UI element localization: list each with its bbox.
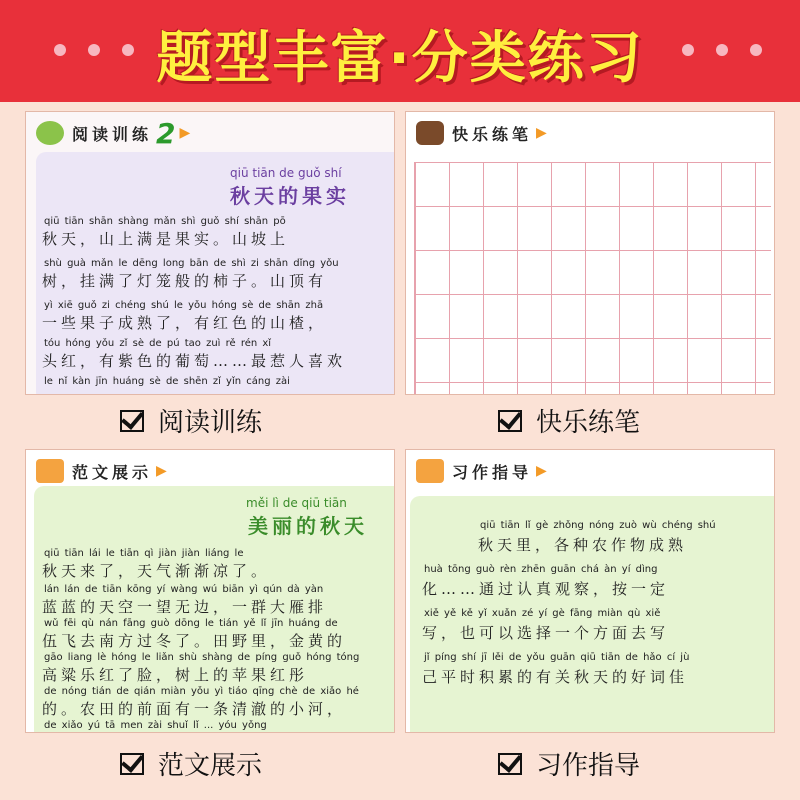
model-title-pinyin: měi lì de qiū tiān [246, 496, 347, 510]
model-line-text: 秋天来了，天气渐渐凉了。 [42, 562, 271, 580]
writing-grid [414, 162, 771, 394]
practice-header-text: 快乐练笔 [452, 124, 533, 144]
practice-panel [406, 112, 774, 394]
guide-header [416, 456, 547, 486]
dot [88, 44, 100, 56]
model-line-text: 高粱乐红了脸，树上的苹果红彤 [42, 666, 309, 684]
guide-header-text: 习作指导 [452, 462, 533, 482]
reading-line-text: 树，挂满了灯笼般的柿子。山顶有 [42, 272, 328, 290]
checkbox-icon [498, 410, 522, 432]
reading-line-text: 头红，有紫色的葡萄……最惹人喜欢 [42, 352, 347, 370]
reading-title-pinyin: qiū tiān de guǒ shí [230, 166, 342, 180]
model-header-text: 范文展示 [72, 462, 153, 482]
guide-line-text: 写，也可以选择一个方面去写 [422, 624, 670, 642]
arrow-icon: ▶ [156, 463, 167, 479]
arrow-icon: ▶ [179, 125, 191, 141]
reading-line-text: 秋天，山上满是果实。山坡上 [42, 230, 290, 248]
guide-line-pinyin: jǐ píng shí jī lěi de yǒu guān qiū tiān de hǎo cí jù [424, 652, 690, 663]
practice-header [416, 118, 547, 148]
guitar-icon [416, 121, 444, 145]
dog-icon [36, 121, 64, 145]
reading-line-text: 一些果子成熟了，有红色的山楂， [42, 314, 328, 332]
reading-header-number: 2 [156, 116, 176, 150]
banner-dots-left [54, 44, 134, 56]
dot [122, 44, 134, 56]
model-line-pinyin: gāo liang lè hóng le liǎn shù shàng de píng guǒ hóng tóng [44, 652, 360, 663]
model-line-pinyin: de xiǎo yú tā men zài shuǐ lǐ ... yóu yǒng [44, 720, 267, 731]
caption-practice [498, 402, 640, 439]
checkbox-icon [120, 753, 144, 775]
banner-title: 题型丰富·分类练习 [156, 26, 644, 91]
caption-practice-text: 快乐练笔 [536, 408, 641, 438]
model-line-text: 伍飞去南方过冬了。田野里，金黄的 [42, 632, 347, 650]
guide-line-pinyin: qiū tiān lǐ gè zhǒng nóng zuò wù chéng shú [480, 520, 716, 531]
caption-guide [498, 745, 640, 782]
house-icon [36, 459, 64, 483]
reading-line-pinyin: yì xiē guǒ zi chéng shú le yǒu hóng sè de shān zhā [44, 300, 324, 311]
guide-line-text: 己平时积累的有关秋天的好词佳 [422, 668, 689, 686]
caption-reading-text: 阅读训练 [158, 408, 263, 438]
guide-line-pinyin: huà tōng guò rèn zhēn guān chá àn yí dìng [424, 564, 658, 575]
reading-line-pinyin: shù guà mǎn le dēng long bān de shì zi shān dǐng yǒu [44, 258, 339, 269]
reading-header-text: 阅读训练 [72, 124, 153, 144]
caption-reading [120, 402, 262, 439]
reading-header [36, 118, 190, 148]
reading-panel [26, 112, 394, 394]
banner-dots-right [682, 44, 762, 56]
model-header [36, 456, 167, 486]
caption-model [120, 745, 262, 782]
model-line-pinyin: qiū tiān lái le tiān qì jiàn jiàn liáng le [44, 548, 244, 559]
guide-line-text: 化……通过认真观察，按一定 [422, 580, 670, 598]
guide-line-text: 秋天里，各种农作物成熟 [478, 536, 688, 554]
arrow-icon: ▶ [536, 463, 547, 479]
guide-panel [406, 450, 774, 732]
caption-model-text: 范文展示 [158, 751, 263, 781]
house-icon [416, 459, 444, 483]
model-title: 美丽的秋天 [248, 514, 368, 538]
banner [0, 0, 800, 102]
dot [716, 44, 728, 56]
checkbox-icon [498, 753, 522, 775]
dot [54, 44, 66, 56]
dot [750, 44, 762, 56]
model-line-text: 的。农田的前面有一条清澈的小河， [42, 700, 347, 718]
reading-line-pinyin: le nǐ kàn jīn huáng sè de shēn zǐ yǐn cáng zài [44, 376, 290, 387]
model-panel [26, 450, 394, 732]
checkbox-icon [120, 410, 144, 432]
model-line-pinyin: wǔ fēi qù nán fāng guò dōng le tián yě lǐ jīn huáng de [44, 618, 338, 629]
dot [682, 44, 694, 56]
model-line-pinyin: de nóng tián de qián miàn yǒu yì tiáo qīng chè de xiǎo hé [44, 686, 359, 697]
model-line-pinyin: lán lán de tiān kōng yí wàng wú biān yì qún dà yàn [44, 584, 324, 595]
model-line-text: 蓝蓝的天空一望无边，一群大雁排 [42, 598, 328, 616]
reading-title: 秋天的果实 [230, 184, 350, 208]
arrow-icon: ▶ [536, 125, 547, 141]
caption-guide-text: 习作指导 [536, 751, 641, 781]
reading-line-pinyin: qiū tiān shān shàng mǎn shì guǒ shí shān pō [44, 216, 286, 227]
guide-line-pinyin: xiě yě kě yǐ xuǎn zé yí gè fāng miàn qù xiě [424, 608, 661, 619]
reading-line-pinyin: tóu hóng yǒu zǐ sè de pú tao zuì rě rén xǐ [44, 338, 272, 349]
